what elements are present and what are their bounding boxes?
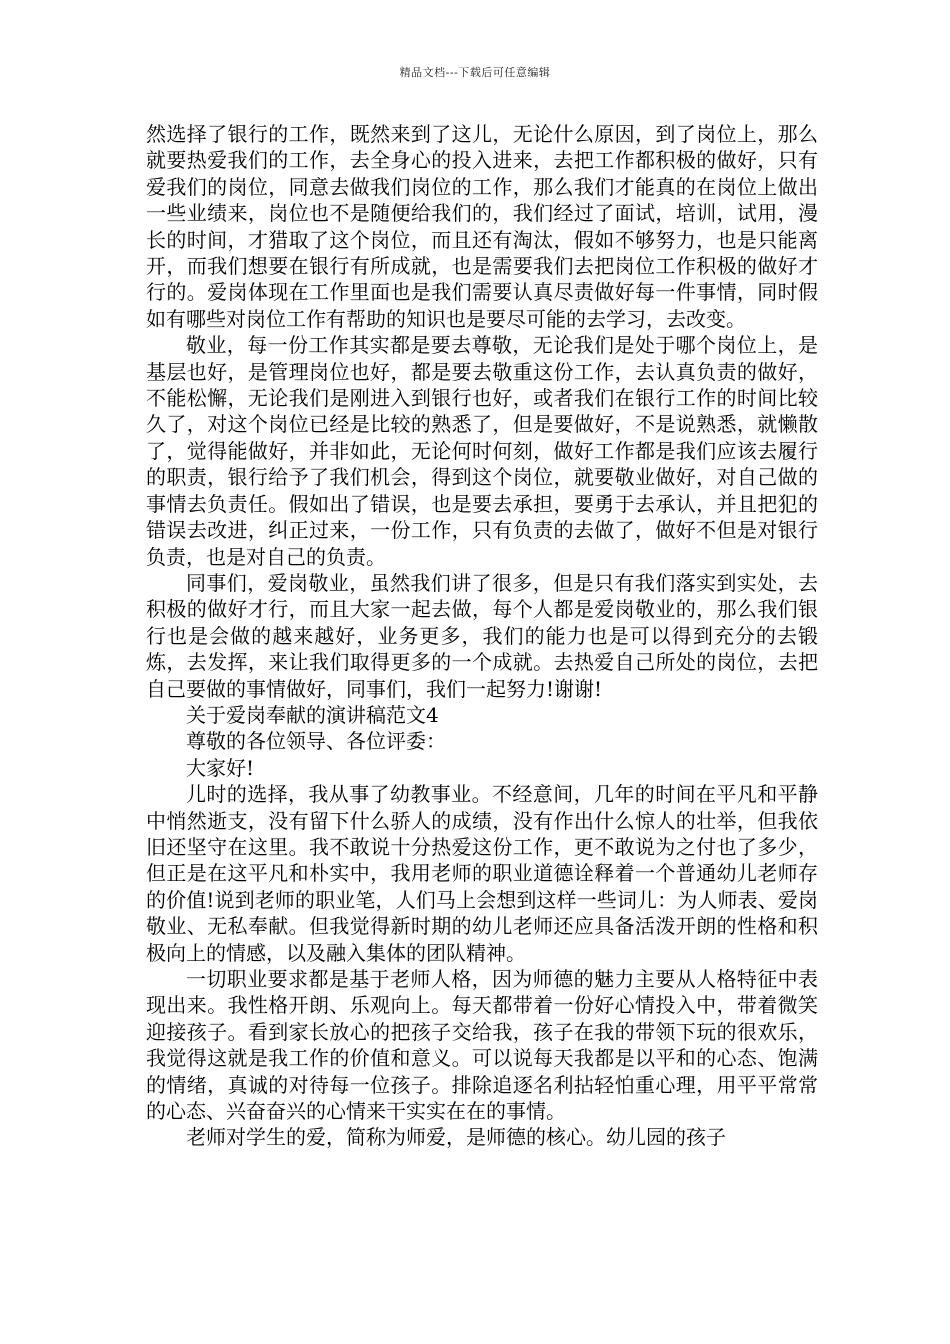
- paragraph-3: 同事们，爱岗敬业，虽然我们讲了很多，但是只有我们落实到实处，去积极的做好才行，而且大家一起去做，每个人都是爱岗敬业的，那么我们银行也是会做的越来越好，业务更多，我们的能力也是可以得到充分的去锻炼，去发挥，来让我们取得更多的一个成就。去热爱自己所处的岗位，去把自己要做的事情做好，同事们，我们一起努力!谢谢!: [146, 570, 818, 701]
- paragraph-2: 敬业，每一份工作其实都是要去尊敬，无论我们是处于哪个岗位上，是基层也好，是管理岗位也好，都是要去敬重这份工作，去认真负责的做好，不能松懈，无论我们是刚进入到银行也好，或者我们在银行工作的时间比较久了，对这个岗位已经是比较的熟悉了，但是要做好，不是说熟悉，就懒散了，觉得能做好，并非如此，无论何时何刻，做好工作都是我们应该去履行的职责，银行给予了我们机会，得到这个岗位，就要敬业做好，对自己做的事情去负责任。假如出了错误，也是要去承担，要勇于去承认，并且把犯的错误去改进，纠正过来，一份工作，只有负责的去做了，做好不但是对银行负责，也是对自己的负责。: [146, 333, 818, 569]
- paragraph-6: 老师对学生的爱，简称为师爱，是师德的核心。幼儿园的孩子: [186, 1125, 726, 1150]
- section-heading: 关于爱岗奉献的演讲稿范文4: [186, 702, 439, 727]
- paragraph-4: 儿时的选择，我从事了幼教事业。不经意间，几年的时间在平凡和平静中悄然逝支，没有留下什么骄人的成绩，没有作出什么惊人的壮举，但我依旧还坚守在这里。我不敢说十分热爱这份工作，更不敢说为之付也了多少，但正是在这平凡和朴实中，我用老师的职业道德诠释着一个普通幼儿老师存的价值!说到老师的职业笔，人们马上会想到这样一些词儿：为人师表、爱岗敬业、无私奉献。但我觉得新时期的幼儿老师还应具备活泼开朗的性格和积极向上的情感，以及融入集体的团队精神。: [146, 782, 818, 965]
- paragraph-1: 然选择了银行的工作，既然来到了这儿，无论什么原因，到了岗位上，那么就要热爱我们的工作，去全身心的投入进来，去把工作都积极的做好，只有爱我们的岗位，同意去做我们岗位的工作，那么我们才能真的在岗位上做出一些业绩来，岗位也不是随便给我们的，我们经过了面试，培训，试用，漫长的时间，才猎取了这个岗位，而且还有淘汰，假如不够努力，也是只能离开，而我们想要在银行有所成就，也是需要我们去把岗位工作积极的做好才行的。爱岗体现在工作里面也是我们需要认真尽责做好每一件事情，同时假如有哪些对岗位工作有帮助的知识也是要尽可能的去学习，去改变。: [146, 122, 818, 331]
- document-body: [146, 121, 818, 1151]
- paragraph-5: 一切职业要求都是基于老师人格，因为师德的魅力主要从人格特征中表现出来。我性格开朗、乐观向上。每天都带着一份好心情投入中，带着微笑迎接孩子。看到家长放心的把孩子交给我，孩子在我的带领下玩的很欢乐，我觉得这就是我工作的价值和意义。可以说每天我都是以平和的心态、饱满的情绪，真诚的对待每一位孩子。排除追逐名利拈轻怕重心理，用平平常常的心态、兴奋奋兴的心情来干实实在在的事情。: [146, 967, 818, 1124]
- page-header: 精品文档---下载后可任意编辑: [399, 66, 551, 79]
- salutation: 尊敬的各位领导、各位评委：: [186, 729, 446, 754]
- greeting: 大家好!: [186, 755, 255, 780]
